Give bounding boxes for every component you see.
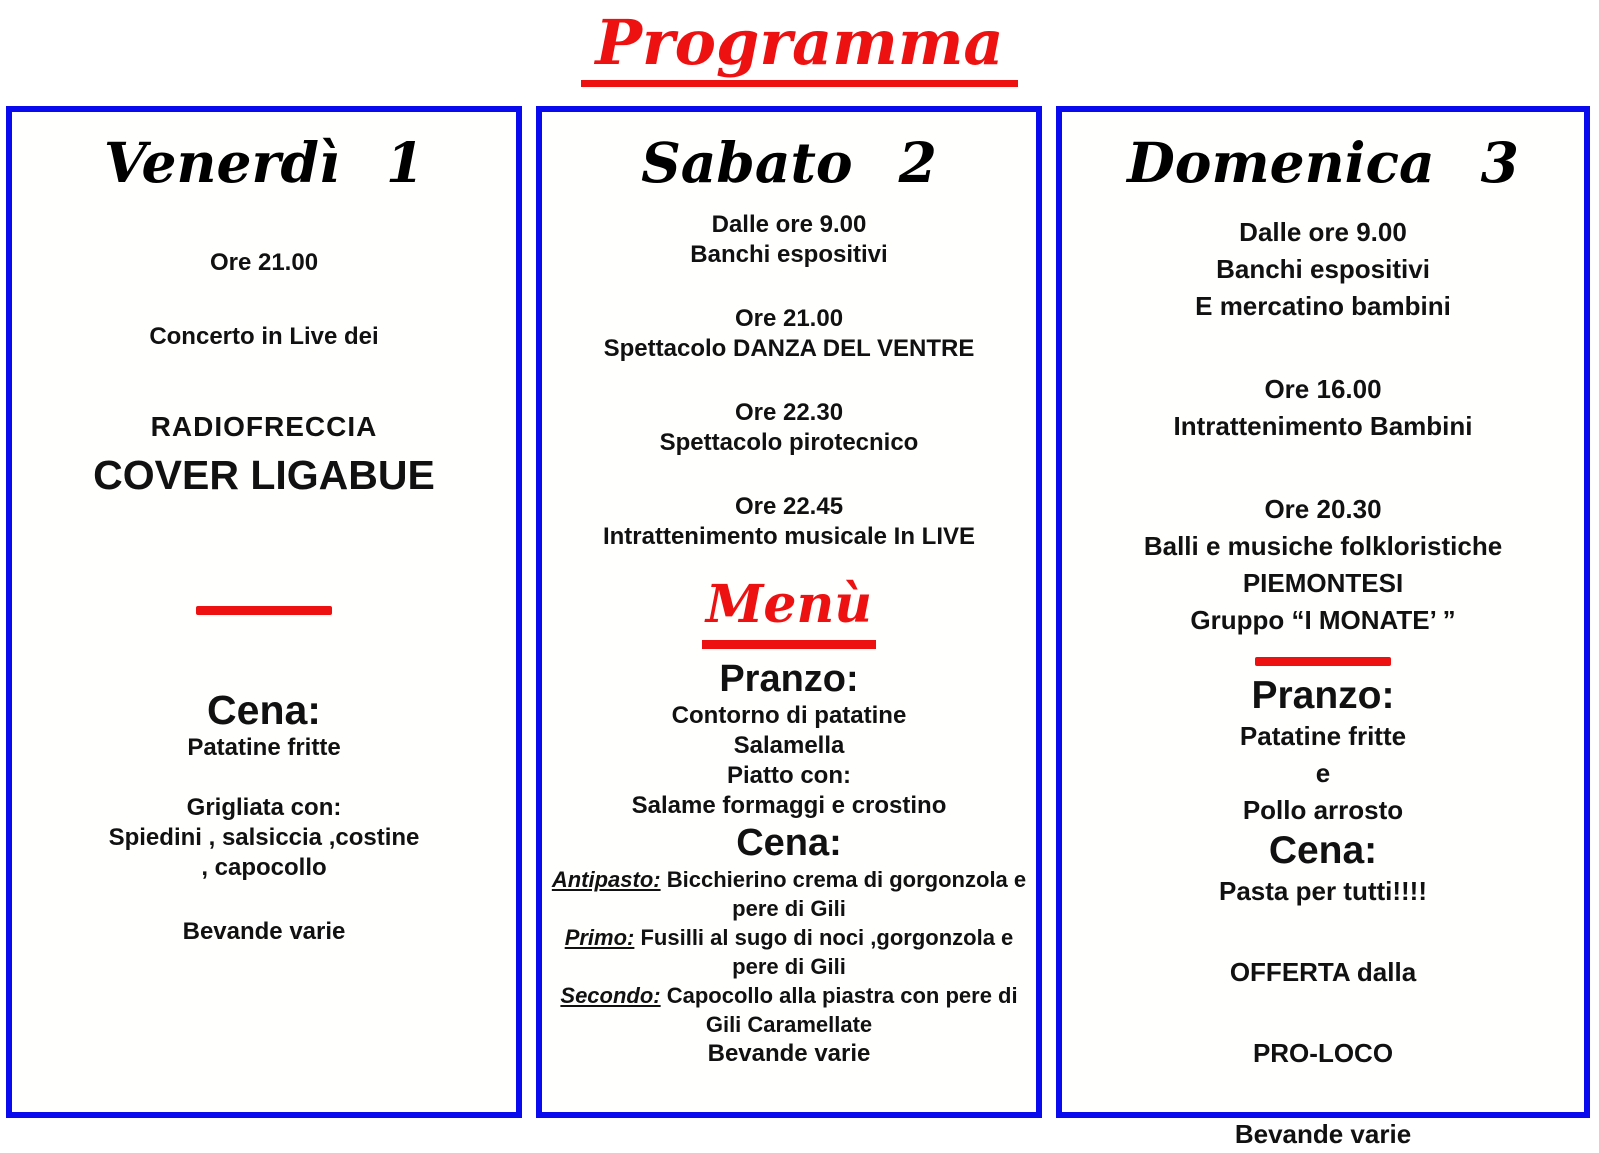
menu-item: Spiedini , salsiccia ,costine: [108, 824, 420, 851]
event-time: Ore 20.30: [1264, 494, 1382, 524]
cena-heading: Cena:: [207, 687, 321, 733]
event-time: Ore 21.00: [734, 305, 844, 332]
event-time: Ore 16.00: [1264, 374, 1382, 404]
menu-course-primo: [542, 923, 1036, 981]
pranzo-heading: Pranzo:: [719, 658, 859, 700]
day-number: 3: [1480, 130, 1519, 195]
menu-title-wrap: [542, 552, 1036, 649]
event-desc: Intrattenimento musicale In LIVE: [602, 523, 976, 550]
day-number: 2: [898, 130, 937, 195]
column-domenica: [1056, 106, 1590, 1149]
event-time: Dalle ore 9.00: [711, 211, 867, 238]
menu-item: Patatine fritte: [187, 734, 341, 761]
page-title: Programma: [581, 8, 1017, 87]
menu-item: Pasta per tutti!!!!: [1219, 876, 1427, 906]
column-venerdi: [6, 106, 522, 1118]
menu-item: Piatto con:: [727, 762, 851, 789]
menu-item: Bevande varie: [182, 918, 346, 945]
menu-item: Pollo arrosto: [1242, 795, 1404, 825]
event-desc: PIEMONTESI: [1242, 568, 1404, 598]
menu-item: Salamella: [733, 732, 845, 759]
page-title-wrap: [0, 8, 1599, 87]
event-desc: Gruppo “I MONATE’ ”: [1190, 605, 1456, 635]
menu-title: Menù: [702, 574, 876, 649]
event-desc: Spettacolo DANZA DEL VENTRE: [603, 335, 975, 362]
course-text: Fusilli al sugo di noci ,gorgonzola e pere di Gili: [634, 925, 1014, 979]
day-heading-domenica: [1062, 130, 1584, 196]
red-divider: [1255, 657, 1391, 666]
event-time: Ore 21.00: [209, 249, 319, 276]
menu-item: , capocollo: [201, 854, 327, 881]
menu-course-antipasto: [542, 865, 1036, 923]
day-heading-venerdi: [12, 130, 516, 196]
menu-item: Bevande varie: [707, 1040, 871, 1067]
footer-line: PRO-LOCO: [1252, 1038, 1394, 1068]
event-desc: E mercatino bambini: [1195, 291, 1451, 321]
day-name: Venerdì: [103, 130, 340, 195]
menu-item: Grigliata con:: [186, 794, 342, 821]
footer-line: OFFERTA dalla: [1229, 957, 1417, 987]
day-number: 1: [385, 130, 425, 195]
menu-item: Contorno di patatine: [671, 702, 907, 729]
day-name: Sabato: [641, 130, 853, 195]
course-text: Capocollo alla piastra con pere di Gili Caramellate: [660, 983, 1018, 1037]
footer-line: Bevande varie: [1234, 1119, 1412, 1149]
day-name: Domenica: [1127, 130, 1435, 195]
event-desc: Balli e musiche folkloristiche: [1143, 531, 1503, 561]
menu-item: Salame formaggi e crostino: [631, 792, 947, 819]
event-desc: Spettacolo pirotecnico: [659, 429, 919, 456]
menu-item: Patatine fritte: [1239, 721, 1407, 751]
day-heading-sabato: [542, 130, 1036, 196]
event-time: Dalle ore 9.00: [1239, 217, 1407, 247]
band-name: RADIOFRECCIA: [150, 411, 378, 442]
event-desc: Concerto in Live dei: [149, 323, 379, 350]
event-time: Ore 22.30: [734, 399, 844, 426]
event-desc: Intrattenimento Bambini: [1173, 411, 1473, 441]
cena-heading: Cena:: [1268, 829, 1378, 872]
menu-course-secondo: [542, 981, 1036, 1039]
menu-item: e: [1315, 758, 1331, 788]
column-sabato: [536, 106, 1042, 1118]
course-text: Bicchierino crema di gorgonzola e pere di Gili: [660, 867, 1027, 921]
course-label: Primo:: [564, 925, 635, 950]
cena-heading: Cena:: [736, 822, 842, 864]
course-label: Secondo:: [560, 983, 661, 1008]
red-divider: [196, 606, 332, 615]
course-label: Antipasto:: [551, 867, 661, 892]
event-desc: Banchi espositivi: [1216, 254, 1430, 284]
pranzo-heading: Pranzo:: [1251, 674, 1395, 717]
event-desc: Banchi espositivi: [690, 241, 888, 268]
band-subtitle: COVER LIGABUE: [93, 452, 435, 498]
event-time: Ore 22.45: [734, 493, 844, 520]
